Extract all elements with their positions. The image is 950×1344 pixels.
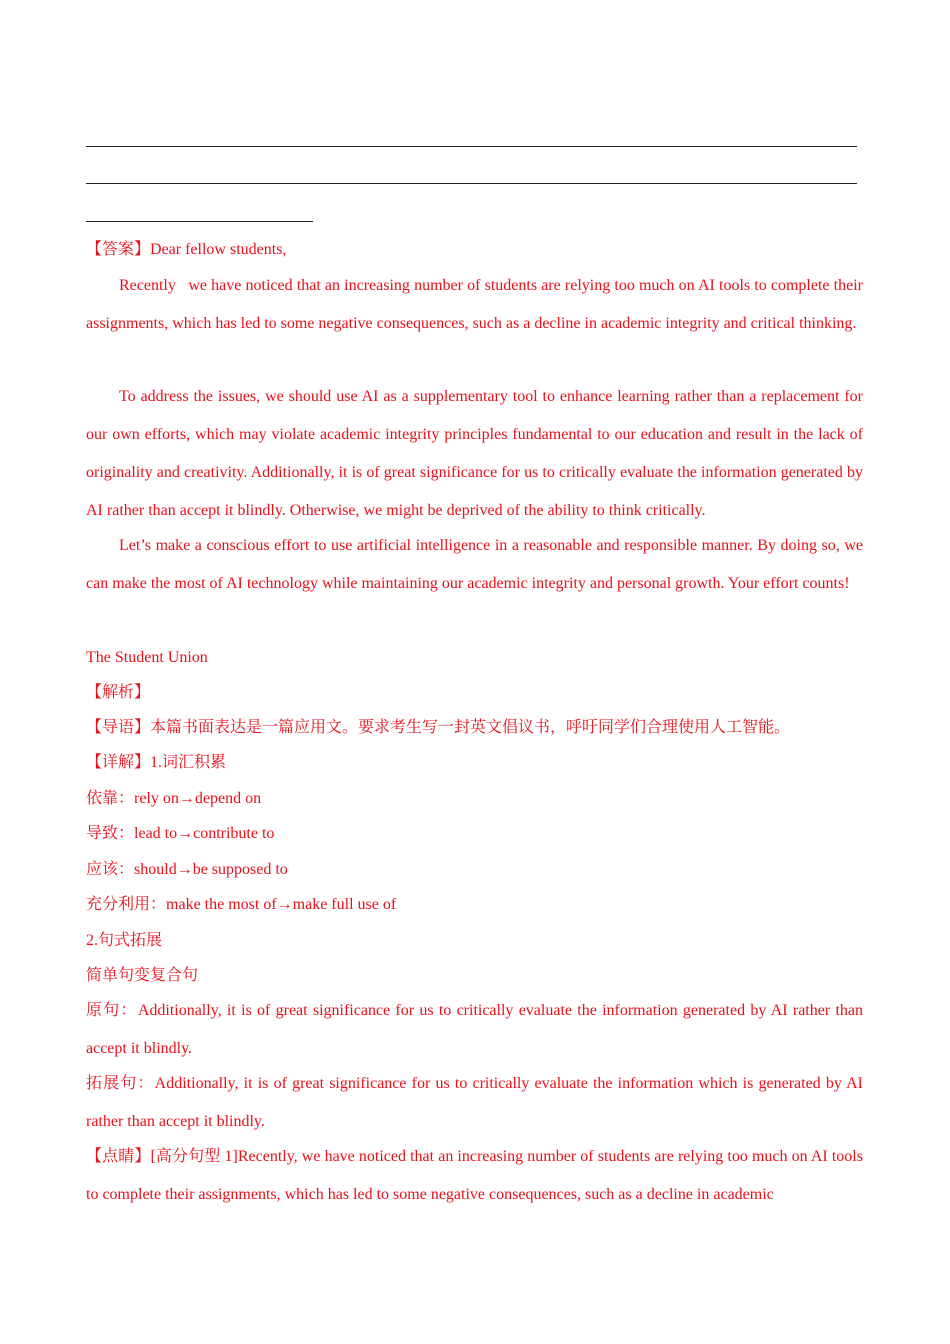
highlight-paragraph <box>86 1138 863 1214</box>
highlight-label: 【点睛】 <box>86 1148 151 1165</box>
guide-line <box>86 718 790 738</box>
answer-paragraph-3: Let’s make a conscious effort to use artificial intelligence in a reasonable and responsible manner. By doing so, we can make the most of AI technology while maintaining our academic integrity and personal growth. Your effort counts! <box>86 537 863 592</box>
answer-salutation-line <box>86 240 286 260</box>
answer-blank-line-1 <box>86 146 857 147</box>
vocab-en: make the most of→make full use of <box>166 896 397 913</box>
vocab-item <box>86 824 274 844</box>
highlight-text: [高分句型 1]Recently, we have noticed that an increasing number of students are relying too much on AI tools to complete their assignments, which has led to some negative consequences, such as a decline in academic <box>86 1148 863 1203</box>
guide-label: 【导语】 <box>86 719 151 736</box>
signature: The Student Union <box>86 649 208 666</box>
detail-label: 【详解】 <box>86 754 151 771</box>
vocab-cn: 应该： <box>86 861 135 878</box>
answer-paragraph-1: Recently we have noticed that an increasing number of students are relying too much on AI tools to complete their assignments, which has led to some negative consequences, such as a decline in academic integrity and critical thinking. <box>86 277 863 332</box>
detail-line <box>86 753 226 773</box>
expanded-text: Additionally, it is of great significance for us to critically evaluate the information which is generated by AI rather than accept it blindly. <box>86 1075 863 1130</box>
expanded-label: 拓展句： <box>86 1075 155 1092</box>
vocab-en: lead to→contribute to <box>134 825 275 842</box>
vocab-en: rely on→depend on <box>134 790 262 807</box>
vocab-en: should→be supposed to <box>134 861 288 878</box>
vocab-item <box>86 789 261 809</box>
vocab-cn: 充分利用： <box>86 896 167 913</box>
vocab-item <box>86 860 288 880</box>
vocab-cn: 依靠： <box>86 790 135 807</box>
analysis-label: 【解析】 <box>86 684 151 701</box>
original-sentence <box>86 992 863 1068</box>
guide-text: 本篇书面表达是一篇应用文。要求考生写一封英文倡议书，呼吁同学们合理使用人工智能。 <box>150 719 791 736</box>
original-text: Additionally, it is of great significance for us to critically evaluate the information generated by AI rather than accept it blindly. <box>86 1002 863 1057</box>
original-label: 原句： <box>86 1002 138 1019</box>
answer-paragraph-2: To address the issues, we should use AI as a supplementary tool to enhance learning rather than a replacement for our own efforts, which may violate academic integrity principles fundamental to our education and result in the lack of originality and creativity. Additionally, it is of great significance for us to critically evaluate the information generated by AI rather than accept it blindly. Otherwise, we might be deprived of the ability to think critically. <box>86 388 863 519</box>
answer-label: 【答案】 <box>86 241 151 258</box>
salutation: Dear fellow students, <box>150 241 287 258</box>
expanded-sentence <box>86 1065 863 1141</box>
vocab-heading: 1.词汇积累 <box>150 754 227 771</box>
sentence-subheading: 简单句变复合句 <box>86 967 199 984</box>
answer-blank-line-3 <box>86 221 313 222</box>
answer-blank-line-2 <box>86 183 857 184</box>
vocab-cn: 导致： <box>86 825 135 842</box>
vocab-item <box>86 895 396 915</box>
sentence-heading: 2.句式拓展 <box>86 932 163 949</box>
